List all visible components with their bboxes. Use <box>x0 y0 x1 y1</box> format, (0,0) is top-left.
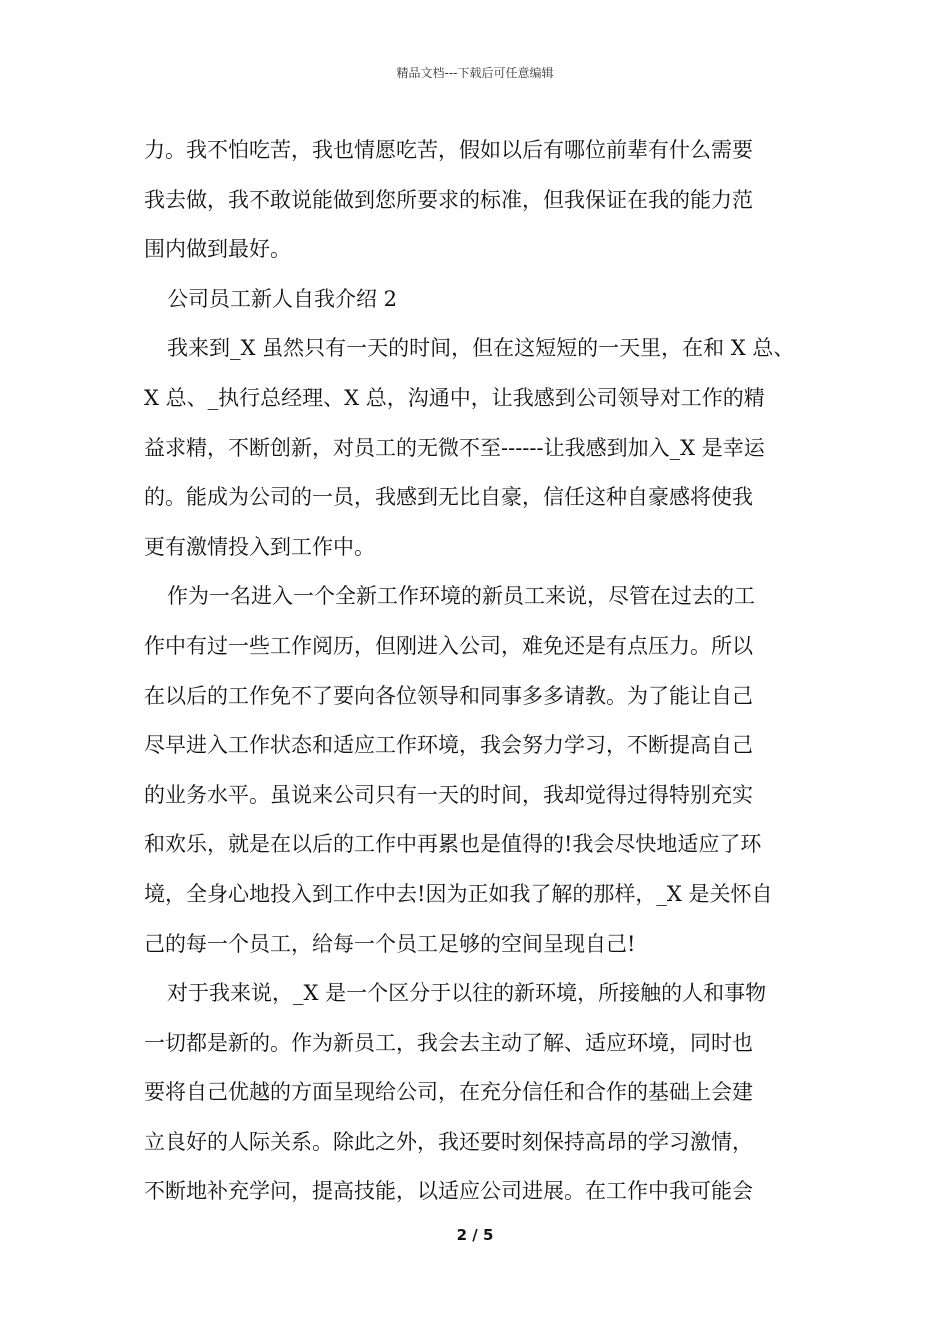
text-line: 围内做到最好。 <box>144 237 291 262</box>
text-line: 我去做，我不敢说能做到您所要求的标准，但我保证在我的能力范 <box>144 187 753 212</box>
text-line: 作中有过一些工作阅历，但刚进入公司，难免还是有点压力。所以 <box>144 633 753 658</box>
section-heading: 公司员工新人自我介绍 2 <box>167 286 398 311</box>
page-header: 精品文档---下载后可任意编辑 <box>396 66 554 80</box>
text-line: 作为一名进入一个全新工作环境的新员工来说，尽管在过去的工 <box>167 584 755 609</box>
text-line: 更有激情投入到工作中。 <box>144 534 375 559</box>
text-line: 力。我不怕吃苦，我也情愿吃苦，假如以后有哪位前辈有什么需要 <box>144 138 753 162</box>
text-line: 尽早进入工作状态和适应工作环境，我会努力学习，不断提高自己 <box>144 733 753 758</box>
page-number: 2 / 5 <box>456 1226 494 1244</box>
text-line: 和欢乐，就是在以后的工作中再累也是值得的!我会尽快地适应了环 <box>144 832 762 857</box>
text-line: 境，全身心地投入到工作中去!因为正如我了解的那样，_X 是关怀自 <box>144 881 773 906</box>
text-line: 一切都是新的。作为新员工，我会去主动了解、适应环境，同时也 <box>144 1030 753 1055</box>
text-line: 的。能成为公司的一员，我感到无比自豪，信任这种自豪感将使我 <box>144 485 753 510</box>
text-line: 在以后的工作免不了要向各位领导和同事多多请教。为了能让自己 <box>144 683 753 708</box>
text-line: X 总、_执行总经理、X 总，沟通中，让我感到公司领导对工作的精 <box>144 385 765 410</box>
text-line: 益求精，不断创新，对员工的无微不至------让我感到加入_X 是幸运 <box>144 435 765 460</box>
text-line: 对于我来说，_X 是一个区分于以往的新环境，所接触的人和事物 <box>167 981 767 1006</box>
text-line: 的业务水平。虽说来公司只有一天的时间，我却觉得过得特别充实 <box>144 782 753 807</box>
text-line: 我来到_X 虽然只有一天的时间，但在这短短的一天里，在和 X 总、 <box>167 336 795 361</box>
text-line: 不断地补充学问，提高技能，以适应公司进展。在工作中我可能会 <box>144 1179 753 1204</box>
text-line: 己的每一个员工，给每一个员工足够的空间呈现自己! <box>144 931 636 956</box>
document-body <box>144 126 810 1217</box>
text-line: 要将自己优越的方面呈现给公司，在充分信任和合作的基础上会建 <box>144 1080 753 1105</box>
text-line: 立良好的人际关系。除此之外，我还要时刻保持高昂的学习激情， <box>144 1129 753 1154</box>
